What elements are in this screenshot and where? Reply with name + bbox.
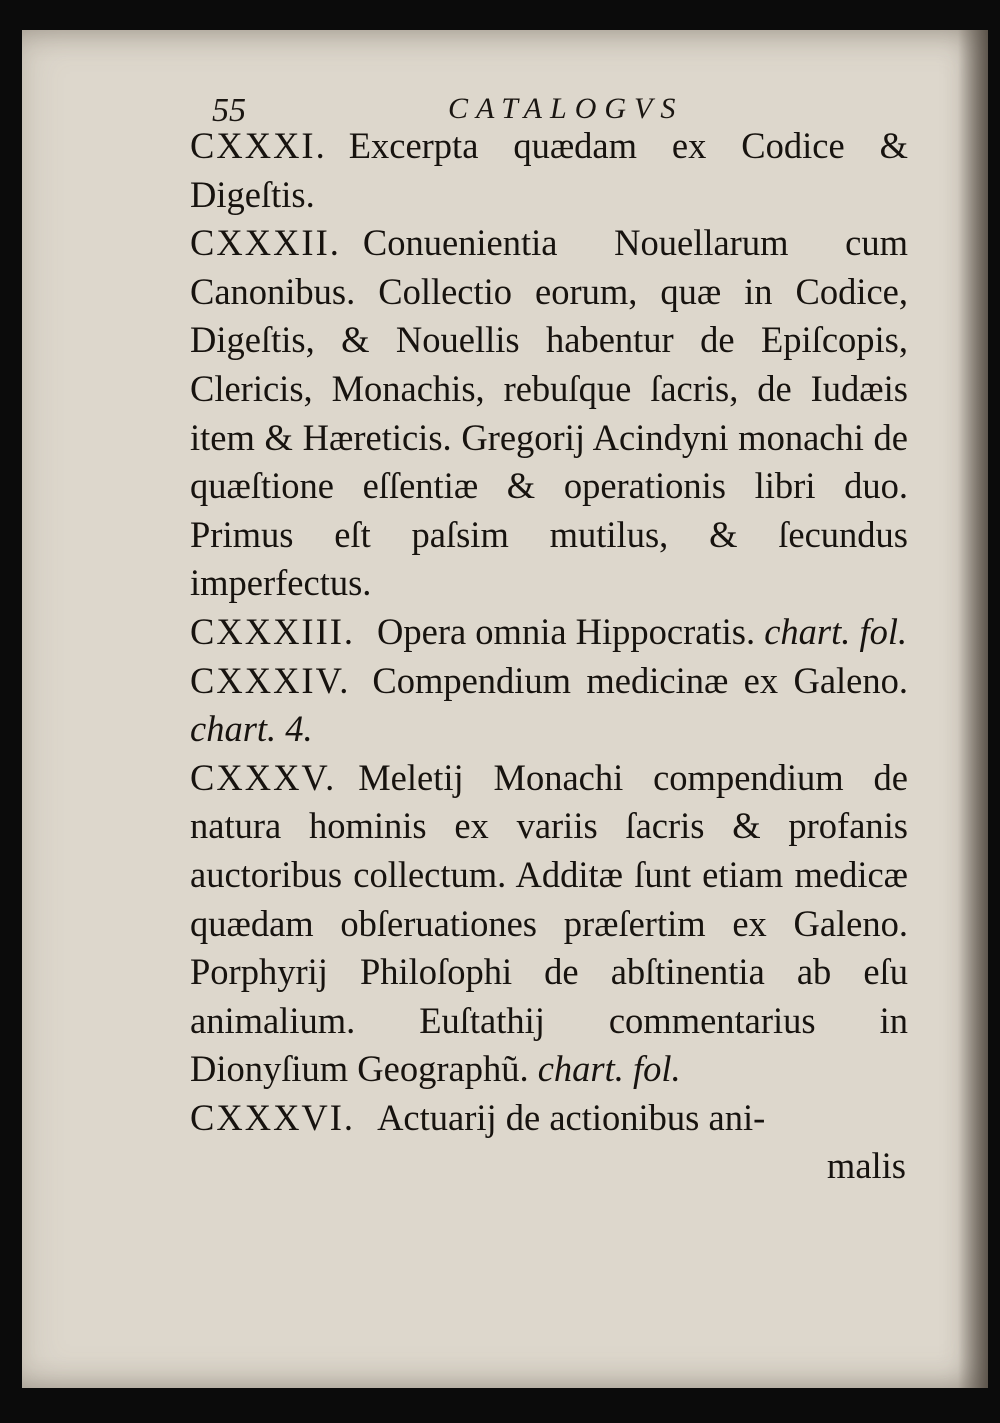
catalog-entry [190, 608, 908, 657]
page-number: 55 [212, 92, 246, 129]
entry-numeral: CXXXIII. [190, 610, 356, 652]
catalog-entry [190, 657, 908, 754]
entry-numeral: CXXXIV. [190, 659, 351, 701]
entry-format-note: chart. fol. [537, 1048, 681, 1090]
catalog-text [190, 122, 908, 1191]
entry-format-note: chart. fol. [764, 610, 908, 652]
catalog-entry [190, 754, 908, 1094]
running-title: CATALOGVS [448, 92, 684, 125]
entry-numeral: CXXXI. [190, 125, 327, 166]
entry-text: Conuenientia Nouellarum cum Canonibus. Collectio eorum, quæ in Codice, Digeſtis, & Nouellis habentur de Epiſcopis, Clericis, Monachis, rebuſque ſacris, de Iudæis item & Hæreticis. Gregorij Acindyni monachi de quæſtione eſſentiæ & operationis libri duo. Primus eſt paſsim mutilus, & ſecundus imperfectus. [190, 222, 908, 604]
entry-text: Compendium medicinæ ex Galeno. [372, 659, 908, 701]
catalog-entry [190, 219, 908, 608]
entry-numeral: CXXXII. [190, 222, 341, 264]
page-gutter-shadow [958, 30, 988, 1388]
entry-text: Opera omnia Hippocratis. [377, 610, 756, 652]
entry-text: Actuarij de actionibus ani- [377, 1096, 766, 1138]
catalog-entry [190, 1094, 908, 1143]
catchword: malis [826, 1145, 906, 1187]
entry-text: Meletij Monachi compendium de natura hominis ex variis ſacris & profanis auctoribus collectum. Additæ ſunt etiam medicæ quædam obſeruationes præſertim ex Galeno. Porphyrij Philoſophi de abſtinentia ab eſu animalium. Euſtathij commentarius in Dionyſium Geographũ. [190, 756, 908, 1090]
entry-numeral: CXXXV. [190, 756, 337, 798]
entry-format-note: chart. 4. [190, 708, 313, 750]
entry-text: Excerpta quædam ex Codice & Digeſtis. [190, 125, 908, 215]
catalog-entry [190, 122, 908, 219]
entry-numeral: CXXXVI. [190, 1096, 356, 1138]
